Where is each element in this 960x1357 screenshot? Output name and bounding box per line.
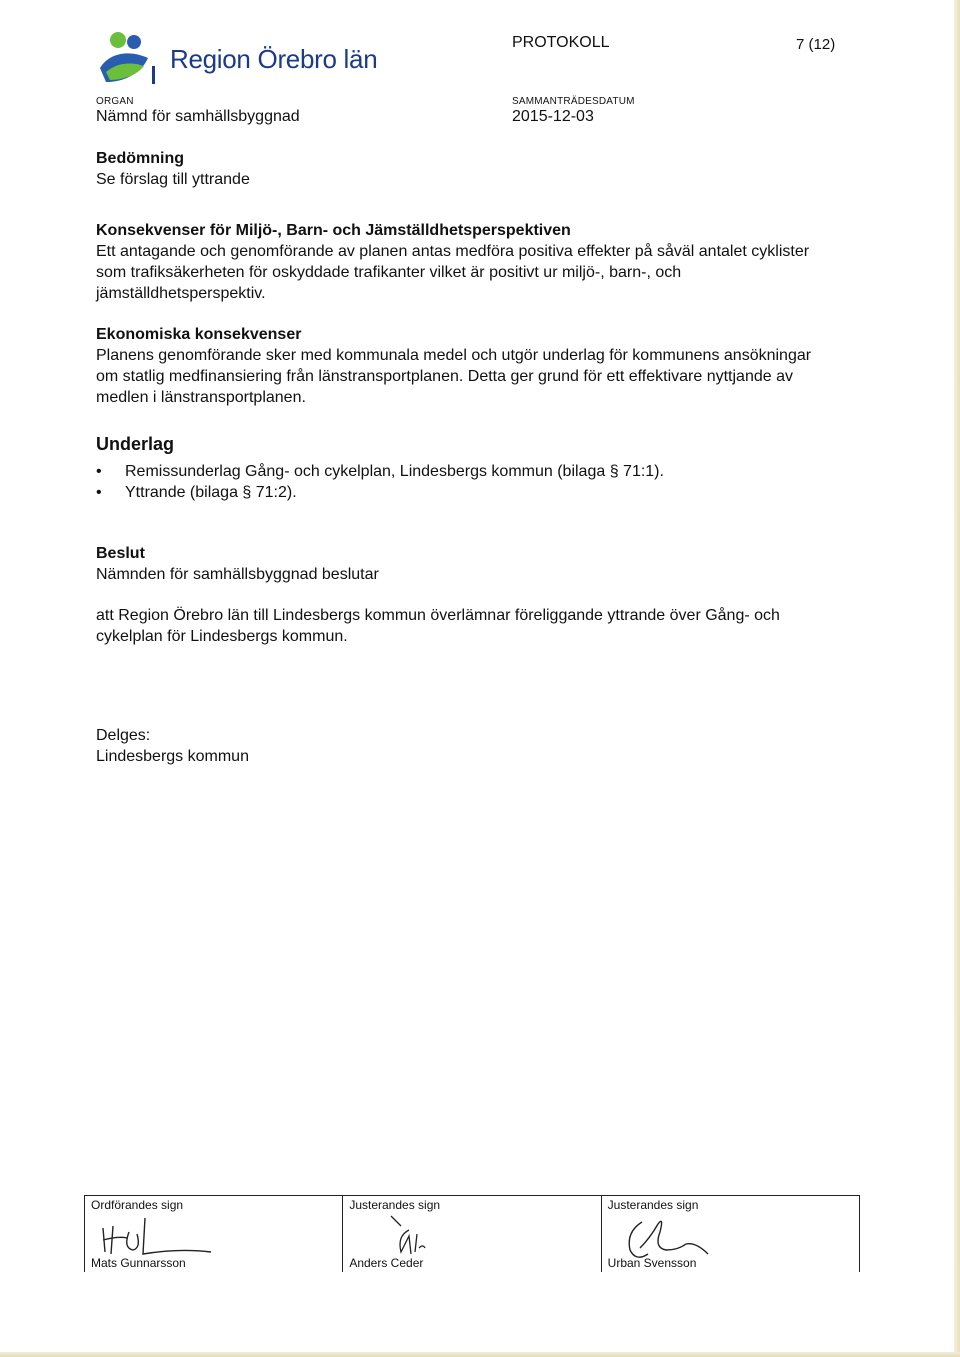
delges-value: Lindesbergs kommun	[96, 748, 249, 765]
protocol-body	[96, 148, 836, 787]
section-att	[96, 605, 831, 647]
section-konsekvenser	[96, 220, 836, 304]
date-value: 2015-12-03	[512, 108, 594, 125]
konsekvenser-text: Ett antagande och genomförande av planen antas medföra positiva effekter på såväl antalet cyklister som trafiksäkerheten för oskyddade trafikanter vilket är positivt ur miljö-, barn-, och jämställdhetsperspektiv.	[96, 243, 810, 302]
section-beslut	[96, 543, 836, 585]
ekonomiska-heading: Ekonomiska konsekvenser	[96, 326, 302, 343]
konsekvenser-heading: Konsekvenser för Miljö-, Barn- och Jämställdhetsperspektiven	[96, 222, 571, 239]
section-bedomning	[96, 148, 836, 190]
section-ekonomiska	[96, 324, 836, 408]
signature-cell-chair	[85, 1196, 343, 1272]
signature-name: Urban Svensson	[607, 1256, 697, 1270]
org-name: Region Örebro län	[170, 44, 378, 74]
section-delges	[96, 725, 836, 767]
page-number: 7 (12)	[796, 36, 836, 53]
bedomning-text: Se förslag till yttrande	[96, 171, 250, 188]
ekonomiska-text: Planens genomförande sker med kommunala medel och utgör underlag för kommunens ansökningar om statlig medfinansiering från länstransportplanen. Detta ger grund för ett effektivare nyttjande av medlen i länstransportplanen.	[96, 347, 812, 406]
beslut-text: Nämnden för samhällsbyggnad beslutar	[96, 566, 379, 583]
organ-value: Nämnd för samhällsbyggnad	[96, 108, 300, 125]
doc-type: PROTOKOLL	[512, 34, 610, 51]
list-item: • Remissunderlag Gång- och cykelplan, Lindesbergs kommun (bilaga § 71:1).	[96, 461, 836, 482]
delges-label: Delges:	[96, 727, 151, 744]
region-logo-icon	[96, 28, 166, 88]
signature-cell-justerare-2	[602, 1196, 859, 1272]
signature-name: Anders Ceder	[349, 1256, 424, 1270]
signature-cell-justerare-1	[343, 1196, 601, 1272]
section-underlag	[96, 434, 836, 503]
bedomning-heading: Bedömning	[96, 150, 184, 167]
date-label: SAMMANTRÄDESDATUM	[512, 96, 635, 107]
att-text: att Region Örebro län till Lindesbergs kommun överlämnar föreliggande yttrande över Gång- och cykelplan för Lindesbergs kommun.	[96, 607, 780, 645]
beslut-heading: Beslut	[96, 545, 145, 562]
organ-label: ORGAN	[96, 96, 134, 107]
list-item: • Yttrande (bilaga § 71:2).	[96, 482, 836, 503]
signature-label: Justerandes sign	[349, 1198, 441, 1212]
scan-edge-bottom	[0, 1352, 960, 1357]
signature-name: Mats Gunnarsson	[91, 1256, 186, 1270]
scan-edge-right	[954, 0, 960, 1357]
underlag-list	[96, 461, 836, 503]
underlag-heading: Underlag	[96, 434, 175, 454]
signature-label: Justerandes sign	[607, 1198, 699, 1212]
signature-table	[84, 1195, 860, 1272]
signature-label: Ordförandes sign	[91, 1198, 184, 1212]
